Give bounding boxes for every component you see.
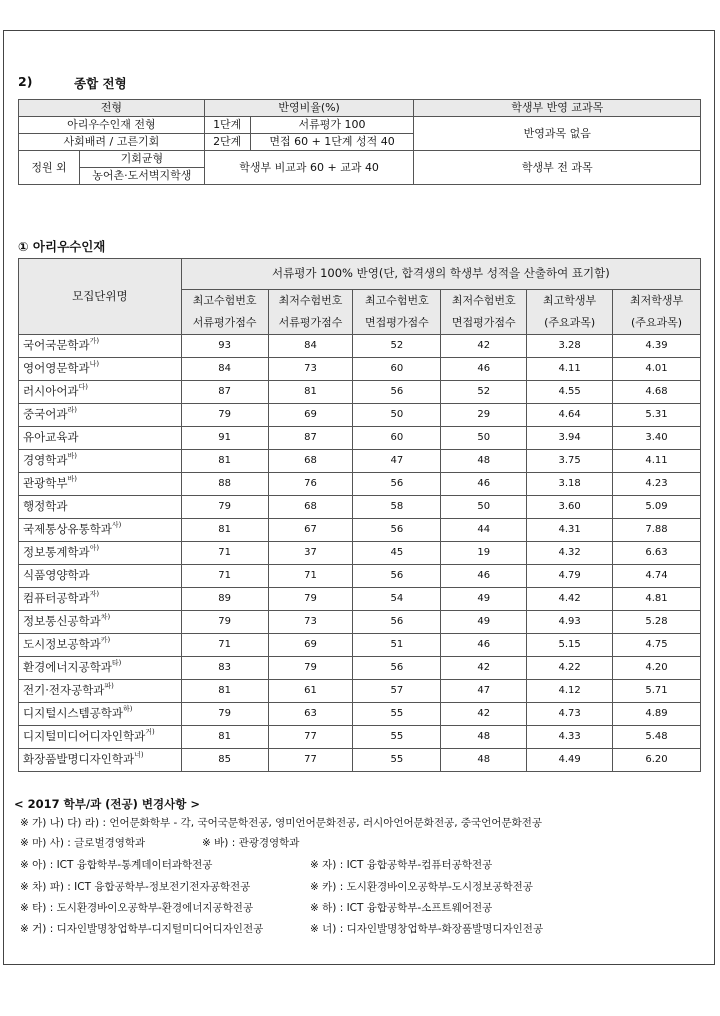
value-cell: 50 (441, 427, 527, 450)
note-line: ※ 바) : 관광경영학과 (202, 837, 300, 849)
value-cell: 71 (268, 565, 353, 588)
unit-name: 유아교육과 (23, 430, 79, 445)
value-cell: 4.20 (613, 657, 701, 680)
value-cell: 4.55 (527, 381, 613, 404)
value-cell: 73 (268, 358, 353, 381)
value-cell: 4.74 (613, 565, 701, 588)
note-line: ※ 자) : ICT 융합공학부-컴퓨터공학전공 (310, 859, 493, 871)
footnote-mark: 바) (67, 475, 77, 484)
footnote-mark: 사) (111, 521, 122, 530)
unit-name: 식품영양학과 (23, 568, 90, 583)
unit-name-cell (19, 450, 182, 473)
value-cell: 19 (441, 542, 527, 565)
value-cell: 89 (181, 588, 268, 611)
unit-name: 디지털시스템공학과 (23, 706, 123, 721)
value-cell: 45 (353, 542, 441, 565)
value-cell: 3.40 (613, 427, 701, 450)
footnote-mark: 다) (78, 383, 89, 392)
type-ari: 아리우수인재 전형 (19, 117, 205, 134)
value-cell: 61 (268, 680, 353, 703)
subheader-5b: (주요과목) (527, 312, 613, 335)
subheader-1b: 서류평가점수 (181, 312, 268, 335)
value-cell: 4.33 (527, 726, 613, 749)
type-balance: 기회균형 (80, 151, 204, 168)
unit-name: 도시정보공학과 (23, 637, 101, 652)
unit-name: 컴퓨터공학과 (23, 591, 90, 606)
section-number: 2) (18, 74, 33, 89)
value-cell: 5.48 (613, 726, 701, 749)
value-cell: 71 (181, 565, 268, 588)
table-row (19, 404, 701, 427)
value-cell: 50 (441, 496, 527, 519)
value-cell: 52 (441, 381, 527, 404)
value-cell: 4.01 (613, 358, 701, 381)
unit-name: 국어국문학과 (23, 338, 90, 353)
header-type: 전형 (19, 100, 205, 117)
value-cell: 42 (441, 703, 527, 726)
value-cell: 55 (353, 703, 441, 726)
value-cell: 4.22 (527, 657, 613, 680)
unit-name-cell (19, 473, 182, 496)
note-line: ※ 가) 나) 다) 라) : 언어문화학부 - 각, 국어국문학전공, 영미언어문화전공, 러시아언어문화전공, 중국언어문화전공 (20, 817, 543, 829)
value-cell: 77 (268, 726, 353, 749)
value-cell: 48 (441, 749, 527, 772)
unit-name: 정보통계학과 (23, 545, 90, 560)
footnote-mark: 카) (100, 636, 111, 645)
section-title: 종합 전형 (74, 76, 127, 91)
subheader-6a: 최저학생부 (613, 290, 701, 313)
table-row (19, 335, 701, 358)
value-cell: 49 (441, 588, 527, 611)
unit-name: 환경에너지공학과 (23, 660, 112, 675)
unit-name: 관광학부 (23, 476, 68, 491)
note-line: ※ 카) : 도시환경바이오공학부-도시정보공학전공 (310, 881, 533, 893)
value-cell: 93 (181, 335, 268, 358)
note-line: ※ 타) : 도시환경바이오공학부-환경에너지공학전공 (20, 902, 254, 914)
footnote-mark: 타) (111, 659, 122, 668)
footnote-mark: 거) (145, 728, 155, 737)
value-cell: 52 (353, 335, 441, 358)
subheader-2a: 최저수험번호 (268, 290, 353, 313)
subheader-2b: 서류평가점수 (268, 312, 353, 335)
table-row (19, 657, 701, 680)
footnote-mark: 파) (104, 682, 114, 691)
unit-name-cell (19, 381, 182, 404)
footnote-mark: 바) (67, 452, 77, 461)
value-cell: 4.64 (527, 404, 613, 427)
value-cell: 4.39 (613, 335, 701, 358)
unit-name-cell (19, 611, 182, 634)
ratio-stage-2: 면접 60 + 1단계 성적 40 (250, 134, 414, 151)
stage-2: 2단계 (204, 134, 250, 151)
stage-1: 1단계 (204, 117, 250, 134)
value-cell: 60 (353, 427, 441, 450)
value-cell: 87 (268, 427, 353, 450)
unit-name-cell (19, 519, 182, 542)
value-cell: 56 (353, 519, 441, 542)
value-cell: 56 (353, 657, 441, 680)
note-line: ※ 너) : 디자인발명창업학부-화장품발명디자인전공 (310, 923, 544, 935)
table-row (19, 427, 701, 450)
footnote-mark: 라) (67, 406, 77, 415)
value-cell: 5.09 (613, 496, 701, 519)
value-cell: 50 (353, 404, 441, 427)
table-row (19, 381, 701, 404)
value-cell: 4.11 (613, 450, 701, 473)
unit-name-cell (19, 749, 182, 772)
value-cell: 88 (181, 473, 268, 496)
footnote-mark: 가) (89, 337, 100, 346)
table-row (19, 496, 701, 519)
value-cell: 6.63 (613, 542, 701, 565)
value-cell: 4.75 (613, 634, 701, 657)
unit-name-cell (19, 726, 182, 749)
unit-name-cell (19, 680, 182, 703)
value-cell: 4.81 (613, 588, 701, 611)
unit-name: 국제통상유통학과 (23, 522, 112, 537)
value-cell: 60 (353, 358, 441, 381)
table-row (19, 611, 701, 634)
note-line: ※ 마) 사) : 글로벌경영학과 (20, 837, 146, 849)
value-cell: 4.49 (527, 749, 613, 772)
table-row (19, 519, 701, 542)
value-cell: 48 (441, 450, 527, 473)
value-cell: 4.42 (527, 588, 613, 611)
value-cell: 42 (441, 335, 527, 358)
table-row (19, 358, 701, 381)
value-cell: 69 (268, 404, 353, 427)
value-cell: 47 (441, 680, 527, 703)
value-cell: 6.20 (613, 749, 701, 772)
value-cell: 3.18 (527, 473, 613, 496)
value-cell: 4.11 (527, 358, 613, 381)
value-cell: 69 (268, 634, 353, 657)
value-cell: 79 (181, 703, 268, 726)
value-cell: 29 (441, 404, 527, 427)
note-line: ※ 거) : 디자인발명창업학부-디지털미디어디자인전공 (20, 923, 264, 935)
subheader-5a: 최고학생부 (527, 290, 613, 313)
value-cell: 56 (353, 473, 441, 496)
value-cell: 4.73 (527, 703, 613, 726)
value-cell: 47 (353, 450, 441, 473)
extra-quota-label: 정원 외 (19, 151, 80, 184)
value-cell: 44 (441, 519, 527, 542)
note-line: ※ 아) : ICT 융합학부-통계데이터과학전공 (20, 859, 213, 871)
note-line: ※ 하) : ICT 융합공학부-소프트웨어전공 (310, 902, 493, 914)
value-cell: 79 (181, 404, 268, 427)
footnote-mark: 자) (89, 590, 100, 599)
value-cell: 85 (181, 749, 268, 772)
value-cell: 46 (441, 473, 527, 496)
table-row (19, 473, 701, 496)
value-cell: 5.71 (613, 680, 701, 703)
table-row (19, 565, 701, 588)
unit-name-cell (19, 335, 182, 358)
footnote-mark: 아) (89, 544, 100, 553)
table-row (19, 542, 701, 565)
value-cell: 77 (268, 749, 353, 772)
unit-name-cell (19, 588, 182, 611)
unit-name: 정보통신공학과 (23, 614, 101, 629)
value-cell: 71 (181, 634, 268, 657)
value-cell: 46 (441, 358, 527, 381)
value-cell: 4.12 (527, 680, 613, 703)
unit-name: 영어영문학과 (23, 361, 90, 376)
value-cell: 57 (353, 680, 441, 703)
value-cell: 42 (441, 657, 527, 680)
footnote-mark: 너) (134, 751, 144, 760)
value-cell: 4.23 (613, 473, 701, 496)
unit-name-cell (19, 542, 182, 565)
value-cell: 71 (181, 542, 268, 565)
unit-name-cell (19, 427, 182, 450)
unit-name: 경영학과 (23, 453, 68, 468)
value-cell: 4.93 (527, 611, 613, 634)
subheader-1a: 최고수험번호 (181, 290, 268, 313)
table-row (19, 680, 701, 703)
subheader-3b: 면접평가점수 (353, 312, 441, 335)
value-cell: 79 (268, 588, 353, 611)
unit-name-cell (19, 634, 182, 657)
value-cell: 51 (353, 634, 441, 657)
value-cell: 81 (181, 726, 268, 749)
value-cell: 79 (268, 657, 353, 680)
ratio-extra: 학생부 비교과 60 + 교과 40 (204, 151, 414, 185)
value-cell: 48 (441, 726, 527, 749)
table-row (19, 450, 701, 473)
value-cell: 5.31 (613, 404, 701, 427)
value-cell: 83 (181, 657, 268, 680)
header-subject: 학생부 반영 교과목 (414, 100, 701, 117)
unit-name-cell (19, 404, 182, 427)
subheader-4a: 최저수험번호 (441, 290, 527, 313)
unit-name: 화장품발명디자인학과 (23, 752, 135, 767)
value-cell: 84 (268, 335, 353, 358)
value-cell: 56 (353, 565, 441, 588)
value-cell: 73 (268, 611, 353, 634)
value-cell: 5.15 (527, 634, 613, 657)
value-cell: 68 (268, 496, 353, 519)
footnote-mark: 나) (89, 360, 100, 369)
value-cell: 46 (441, 565, 527, 588)
table-row (19, 588, 701, 611)
value-cell: 3.75 (527, 450, 613, 473)
table-row (19, 726, 701, 749)
value-cell: 37 (268, 542, 353, 565)
header-ratio: 반영비율(%) (204, 100, 414, 117)
unit-name: 행정학과 (23, 499, 68, 514)
value-cell: 3.28 (527, 335, 613, 358)
table-row (19, 634, 701, 657)
value-cell: 84 (181, 358, 268, 381)
value-cell: 79 (181, 611, 268, 634)
value-cell: 81 (181, 450, 268, 473)
unit-name-cell (19, 358, 182, 381)
subject-none: 반영과목 없음 (414, 117, 701, 151)
value-cell: 81 (181, 680, 268, 703)
subheader-3a: 최고수험번호 (353, 290, 441, 313)
type-social: 사회배려 / 고른기회 (19, 134, 205, 151)
value-cell: 4.31 (527, 519, 613, 542)
value-cell: 91 (181, 427, 268, 450)
value-cell: 46 (441, 634, 527, 657)
unit-name: 러시아어과 (23, 384, 79, 399)
value-cell: 55 (353, 749, 441, 772)
unit-name: 중국어과 (23, 407, 68, 422)
unit-name-cell (19, 565, 182, 588)
value-cell: 4.32 (527, 542, 613, 565)
type-rural: 농어촌·도서벽지학생 (92, 169, 192, 183)
value-cell: 3.60 (527, 496, 613, 519)
subheader-4b: 면접평가점수 (441, 312, 527, 335)
unit-name: 전기·전자공학과 (23, 683, 105, 698)
value-cell: 54 (353, 588, 441, 611)
value-cell: 5.28 (613, 611, 701, 634)
ari-results-table (18, 258, 701, 772)
section-ari-title: ① 아리우수인재 (18, 239, 106, 254)
value-cell: 58 (353, 496, 441, 519)
value-cell: 79 (181, 496, 268, 519)
value-cell: 49 (441, 611, 527, 634)
table-row (19, 749, 701, 772)
value-cell: 4.68 (613, 381, 701, 404)
unit-name-cell (19, 496, 182, 519)
type-extra (19, 151, 205, 185)
value-cell: 4.89 (613, 703, 701, 726)
value-cell: 55 (353, 726, 441, 749)
unit-name: 디지털미디어디자인학과 (23, 729, 146, 744)
value-cell: 63 (268, 703, 353, 726)
footnote-mark: 하) (122, 705, 133, 714)
header-doc-eval: 서류평가 100% 반영(단, 합격생의 학생부 성적을 산출하여 표기함) (181, 259, 700, 290)
value-cell: 67 (268, 519, 353, 542)
value-cell: 3.94 (527, 427, 613, 450)
unit-name-cell (19, 703, 182, 726)
value-cell: 76 (268, 473, 353, 496)
table-row (19, 703, 701, 726)
notes-heading: < 2017 학부/과 (전공) 변경사항 > (14, 797, 200, 811)
value-cell: 81 (268, 381, 353, 404)
value-cell: 68 (268, 450, 353, 473)
value-cell: 4.79 (527, 565, 613, 588)
value-cell: 56 (353, 381, 441, 404)
unit-name-cell (19, 657, 182, 680)
value-cell: 7.88 (613, 519, 701, 542)
header-unit: 모집단위명 (19, 259, 182, 335)
ratio-stage-1: 서류평가 100 (250, 117, 414, 134)
subheader-6b: (주요과목) (613, 312, 701, 335)
value-cell: 81 (181, 519, 268, 542)
note-line: ※ 차) 파) : ICT 융합공학부-정보전기전자공학전공 (20, 881, 251, 893)
admission-type-table (18, 99, 701, 185)
subject-all: 학생부 전 과목 (414, 151, 701, 185)
value-cell: 87 (181, 381, 268, 404)
footnote-mark: 차) (100, 613, 111, 622)
value-cell: 56 (353, 611, 441, 634)
